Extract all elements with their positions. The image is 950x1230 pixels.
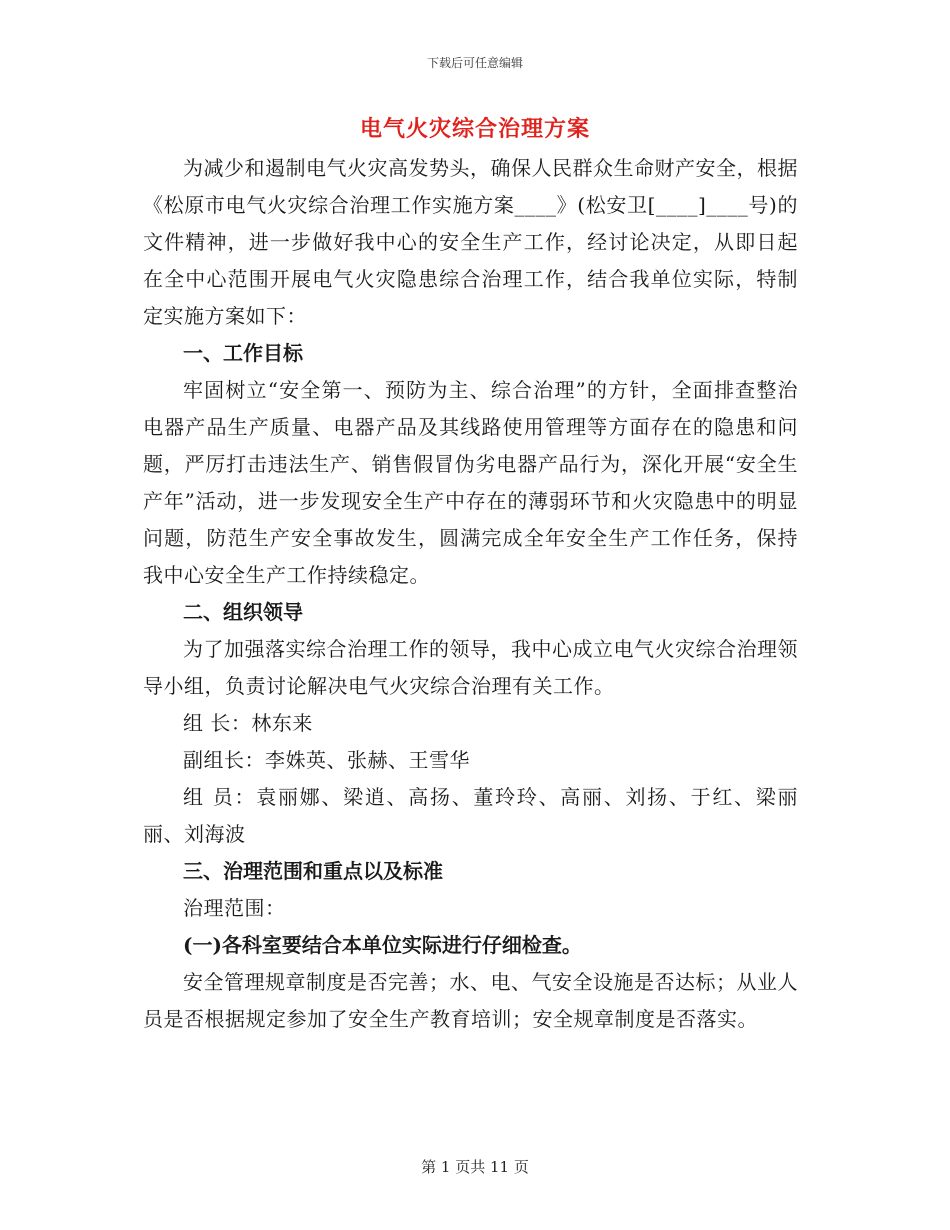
members-line: 组 员：袁丽娜、梁逍、高扬、董玲玲、高丽、刘扬、于红、梁丽丽、刘海波 (143, 785, 798, 846)
section3-heading: 三、治理范围和重点以及标准 (183, 859, 443, 883)
item1-heading: (一)各科室要结合本单位实际进行仔细检查。 (183, 933, 582, 957)
intro-paragraph: 为减少和遏制电气火灾高发势头，确保人民群众生命财产安全，根据《松原市电气火灾综合治理工作实施方案____》(松安卫[____]____号)的文件精神，进一步做好我中心的安全生产工作，经讨论决定，从即日起在全中心范围开展电气火灾隐患综合治理工作，结合我单位实际，特制定实施方案如下： (143, 156, 798, 328)
item1-body: 安全管理规章制度是否完善；水、电、气安全设施是否达标；从业人员是否根据规定参加了安全生产教育培训；安全规章制度是否落实。 (143, 970, 798, 1031)
section1-heading: 一、工作目标 (183, 341, 303, 365)
document-title: 电气火灾综合治理方案 (359, 116, 590, 142)
document-body (143, 150, 798, 1038)
deputy-line: 副组长：李姝英、张赫、王雪华 (183, 748, 470, 772)
leader-line: 组 长：林东来 (183, 711, 313, 735)
page-footer: 第 1 页共 11 页 (421, 1158, 529, 1176)
section2-body: 为了加强落实综合治理工作的领导，我中心成立电气火灾综合治理领导小组，负责讨论解决电气火灾综合治理有关工作。 (143, 637, 798, 698)
section2-heading: 二、组织领导 (183, 600, 303, 624)
scope-label: 治理范围： (183, 896, 286, 920)
header-note: 下载后可任意编辑 (426, 56, 523, 70)
section1-body: 牢固树立“安全第一、预防为主、综合治理”的方针，全面排查整治电器产品生产质量、电器产品及其线路使用管理等方面存在的隐患和问题，严厉打击违法生产、销售假冒伪劣电器产品行为，深化开展“安全生产年”活动，进一步发现安全生产中存在的薄弱环节和火灾隐患中的明显问题，防范生产安全事故发生，圆满完成全年安全生产工作任务，保持我中心安全生产工作持续稳定。 (143, 378, 798, 587)
